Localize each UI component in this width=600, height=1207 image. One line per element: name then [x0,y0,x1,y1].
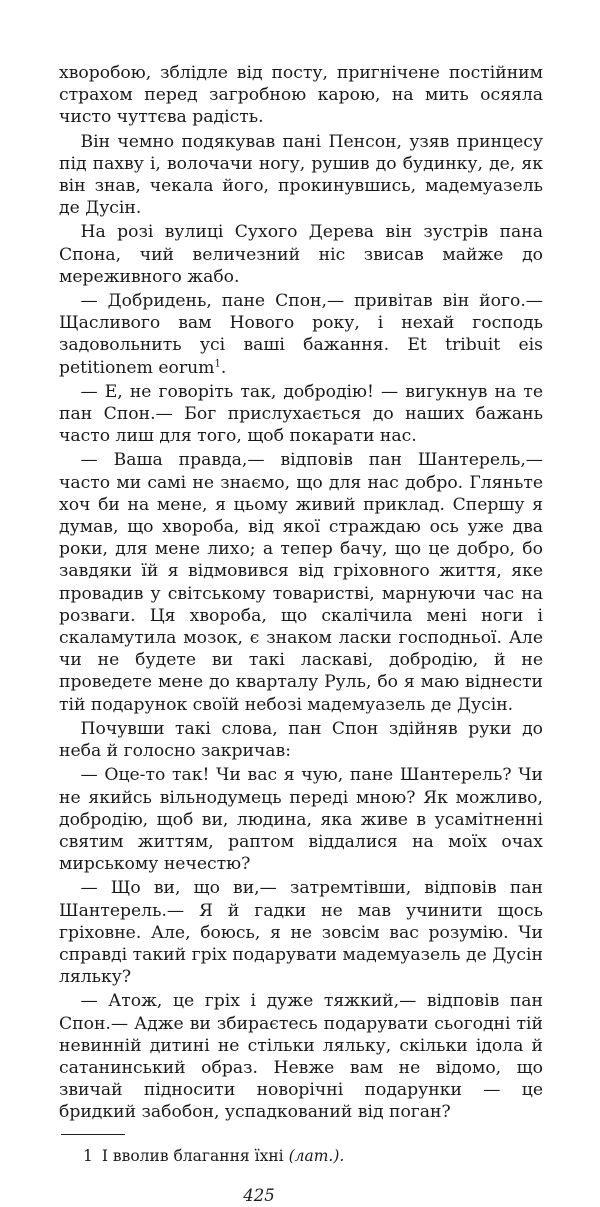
paragraph: — Оце-то так! Чи вас я чую, пане Шантерель? Чи не якийсь вільнодумець переді мною? Як можливо, добродію, щоб ви, людина, яка живе в усамітненні святим життям, раптом віддалися на моїх очах мирському нечестю? [59,765,543,875]
page-number: 425 [243,1186,275,1206]
footnote-language-note: (лат.). [288,1147,345,1166]
paragraph-with-footnote: — Добридень, пане Спон,— привітав він його.— Щасливого вам Нового року, і нехай господь задовольнить усі ваші бажання. Et tribuit eis petitionem eorum$^1$. [59,291,543,378]
footnote-divider [61,1134,125,1136]
paragraph: — Що ви, що ви,— затремтівши, відповів пан Шантерель.— Я й гадки не мав учинити щось гріховне. Але, боюсь, я не зовсім вас розумію. Чи справді такий гріх подарувати мадемуазель де Дусін ляльку? [59,878,543,988]
paragraph: Він чемно подякував пані Пенсон, узяв принцесу під пахву і, волочачи ногу, рушив до будинку, де, як він знав, чекала його, прокинувшись, мадемуазель де Дусін. [59,131,543,219]
paragraph: — Ваша правда,— відповів пан Шантерель,— часто ми самі не знаємо, що для нас добро. Гляньте хоч би на мене, я цьому живий приклад. Спершу я думав, що хвороба, від якої страждаю ось уже два роки, для мене лихо; а тепер бачу, що це добро, бо завдяки їй я відмовився від гріховного життя, яке провадив у світському товаристві, марнуючи час на розваги. Ця хвороба, що скалічила мені ноги і скаламутила мозок, є знаком ласки господньої. Але чи не будете ви такі ласкаві, добродію, й не проведете мене до кварталу Руль, бо я маю віднести тій подарунок своїй небозі мадемуазель де Дусін. [59,450,543,715]
main-text [59,62,543,1124]
paragraph: — Атож, це гріх і дуже тяжкий,— відповів пан Спон.— Адже ви збираєтесь подарувати сьогодні тій невинній дитині не стільки ляльку, скільки ідола й сатанинський образ. Невже вам не відомо, що звичай підносити новорічні подарунки — це бридкий забобон, успадкований від поган? [59,991,543,1123]
book-page [59,62,543,1207]
paragraph-text: — Добридень, пане Спон,— привітав він його.— Щасливого вам Нового року, і нехай господь задовольнить усі ваші бажання. Et tribuit eis petitionem eorum [59,291,543,378]
footnote [83,1146,543,1166]
footnote-text: І вволив благання їхні [101,1147,284,1166]
footnote-reference: 1 [214,357,221,369]
footnote-mark: 1 [83,1147,93,1166]
paragraph: Почувши такі слова, пан Спон здійняв руки до неба й голосно закричав: [59,718,543,762]
paragraph: хворобою, зблідле від посту, пригнічене постійним страхом перед загробною карою, на мить осяяла чисто чуттєва радість. [59,63,543,128]
paragraph: — Е, не говоріть так, добродію! — вигукнув на те пан Спон.— Бог прислухається до наших бажань часто лиш для того, щоб покарати нас. [59,381,543,447]
paragraph: На розі вулиці Сухого Дерева він зустрів пана Спона, чий величезний ніс звисав майже до мереживного жабо. [59,222,543,287]
